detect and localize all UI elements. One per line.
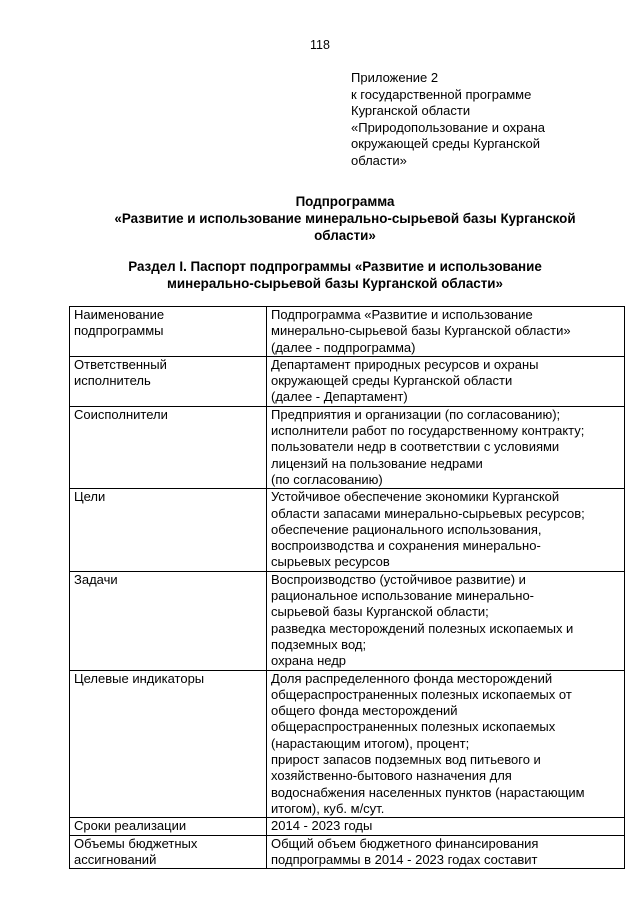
- row-value-line: подпрограммы в 2014 - 2023 годах составит: [271, 851, 538, 867]
- section-line: Раздел I. Паспорт подпрограммы «Развитие и использование: [128, 259, 542, 274]
- appendix-line: окружающей среды Курганской: [351, 136, 541, 152]
- title-line: «Развитие и использование минерально-сырьевой базы Курганской: [114, 211, 576, 226]
- row-value-line: области запасами минерально-сырьевых ресурсов;: [271, 505, 585, 521]
- row-value-line: 2014 - 2023 годы: [271, 818, 373, 834]
- row-value: [267, 489, 625, 571]
- row-value-line: итогом), куб. м/сут.: [271, 800, 385, 816]
- row-value-line: Устойчивое обеспечение экономики Курганской: [271, 489, 560, 505]
- row-value: [267, 406, 625, 488]
- row-value-line: (нарастающим итогом), процент;: [271, 735, 470, 751]
- row-label: [70, 571, 267, 670]
- title-line: Подпрограмма: [295, 194, 395, 209]
- row-value: [267, 307, 625, 357]
- row-value-line: (далее - подпрограмма): [271, 339, 416, 355]
- row-value-line: сырьевой базы Курганской области;: [271, 604, 489, 620]
- row-label-line: Объемы бюджетных: [74, 835, 198, 851]
- row-value-line: Предприятия и организации (по согласованию);: [271, 406, 561, 422]
- table-row: [70, 489, 625, 571]
- row-label-line: Ответственный: [74, 356, 167, 372]
- row-value-line: минерально-сырьевой базы Курганской области»: [271, 323, 571, 339]
- row-value-line: общераспространенных полезных ископаемых от: [271, 686, 572, 702]
- row-value: [267, 571, 625, 670]
- appendix-line: к государственной программе: [351, 86, 532, 102]
- row-value-line: общераспространенных полезных ископаемых: [271, 719, 556, 735]
- table-row: [70, 818, 625, 835]
- title-line: области»: [314, 228, 376, 243]
- row-value-line: Воспроизводство (устойчивое развитие) и: [271, 571, 526, 587]
- row-value-line: водоснабжения населенных пунктов (нарастающим: [271, 784, 585, 800]
- page-number: 118: [310, 38, 330, 52]
- table-row: [70, 835, 625, 869]
- row-value-line: исполнители работ по государственному контракту;: [271, 423, 585, 439]
- appendix-line: Приложение 2: [351, 70, 439, 85]
- section-line: минерально-сырьевой базы Курганской области»: [167, 276, 503, 291]
- row-label: [70, 818, 267, 835]
- row-label-line: исполнитель: [74, 373, 151, 389]
- subprogram-title: [90, 193, 600, 244]
- row-label-line: подпрограммы: [74, 323, 164, 339]
- row-label: [70, 307, 267, 357]
- row-value-line: общего фонда месторождений: [271, 703, 458, 719]
- row-label-line: Целевые индикаторы: [74, 670, 205, 686]
- section-heading: [100, 258, 570, 292]
- row-label-line: Соисполнители: [74, 406, 168, 422]
- row-value-line: воспроизводства и сохранения минерально-: [271, 538, 541, 554]
- table-row: [70, 307, 625, 357]
- appendix-line: «Природопользование и охрана: [351, 119, 546, 135]
- row-value-line: обеспечение рационального использования,: [271, 521, 542, 537]
- row-label-line: Сроки реализации: [74, 818, 187, 834]
- table-row: [70, 571, 625, 670]
- table-row: [70, 670, 625, 818]
- appendix-note: [351, 70, 621, 170]
- row-value: [267, 818, 625, 835]
- row-value: [267, 356, 625, 406]
- appendix-line: Курганской области: [351, 103, 471, 119]
- row-value-line: рациональное использование минерально-: [271, 588, 535, 604]
- row-label: [70, 670, 267, 818]
- passport-table-body: [70, 307, 625, 869]
- row-label: [70, 835, 267, 869]
- table-row: [70, 356, 625, 406]
- row-value-line: лицензий на пользование недрами: [271, 455, 483, 471]
- row-label-line: ассигнований: [74, 851, 157, 867]
- row-value-line: хозяйственно-бытового назначения для: [271, 768, 512, 784]
- row-value: [267, 835, 625, 869]
- row-value-line: подземных вод;: [271, 636, 367, 652]
- row-value-line: прирост запасов подземных вод питьевого и: [271, 752, 541, 768]
- row-value-line: окружающей среды Курганской области: [271, 373, 513, 389]
- row-value-line: охрана недр: [271, 653, 347, 669]
- row-value-line: пользователи недр в соответствии с условиями: [271, 439, 560, 455]
- row-value-line: сырьевых ресурсов: [271, 554, 390, 570]
- table-row: [70, 406, 625, 488]
- row-value-line: Департамент природных ресурсов и охраны: [271, 356, 539, 372]
- row-value-line: (далее - Департамент): [271, 389, 408, 405]
- row-value-line: (по согласованию): [271, 471, 383, 487]
- row-label: [70, 406, 267, 488]
- row-value: [267, 670, 625, 818]
- row-value-line: Общий объем бюджетного финансирования: [271, 835, 539, 851]
- row-label-line: Цели: [74, 489, 106, 505]
- row-value-line: разведка месторождений полезных ископаемых и: [271, 620, 574, 636]
- row-value-line: Доля распределенного фонда месторождений: [271, 670, 553, 686]
- row-label: [70, 489, 267, 571]
- row-label-line: Наименование: [74, 307, 165, 322]
- row-label-line: Задачи: [74, 571, 118, 587]
- row-label: [70, 356, 267, 406]
- passport-table: [69, 306, 625, 869]
- appendix-line: области»: [351, 152, 407, 168]
- row-value-line: Подпрограмма «Развитие и использование: [271, 307, 533, 322]
